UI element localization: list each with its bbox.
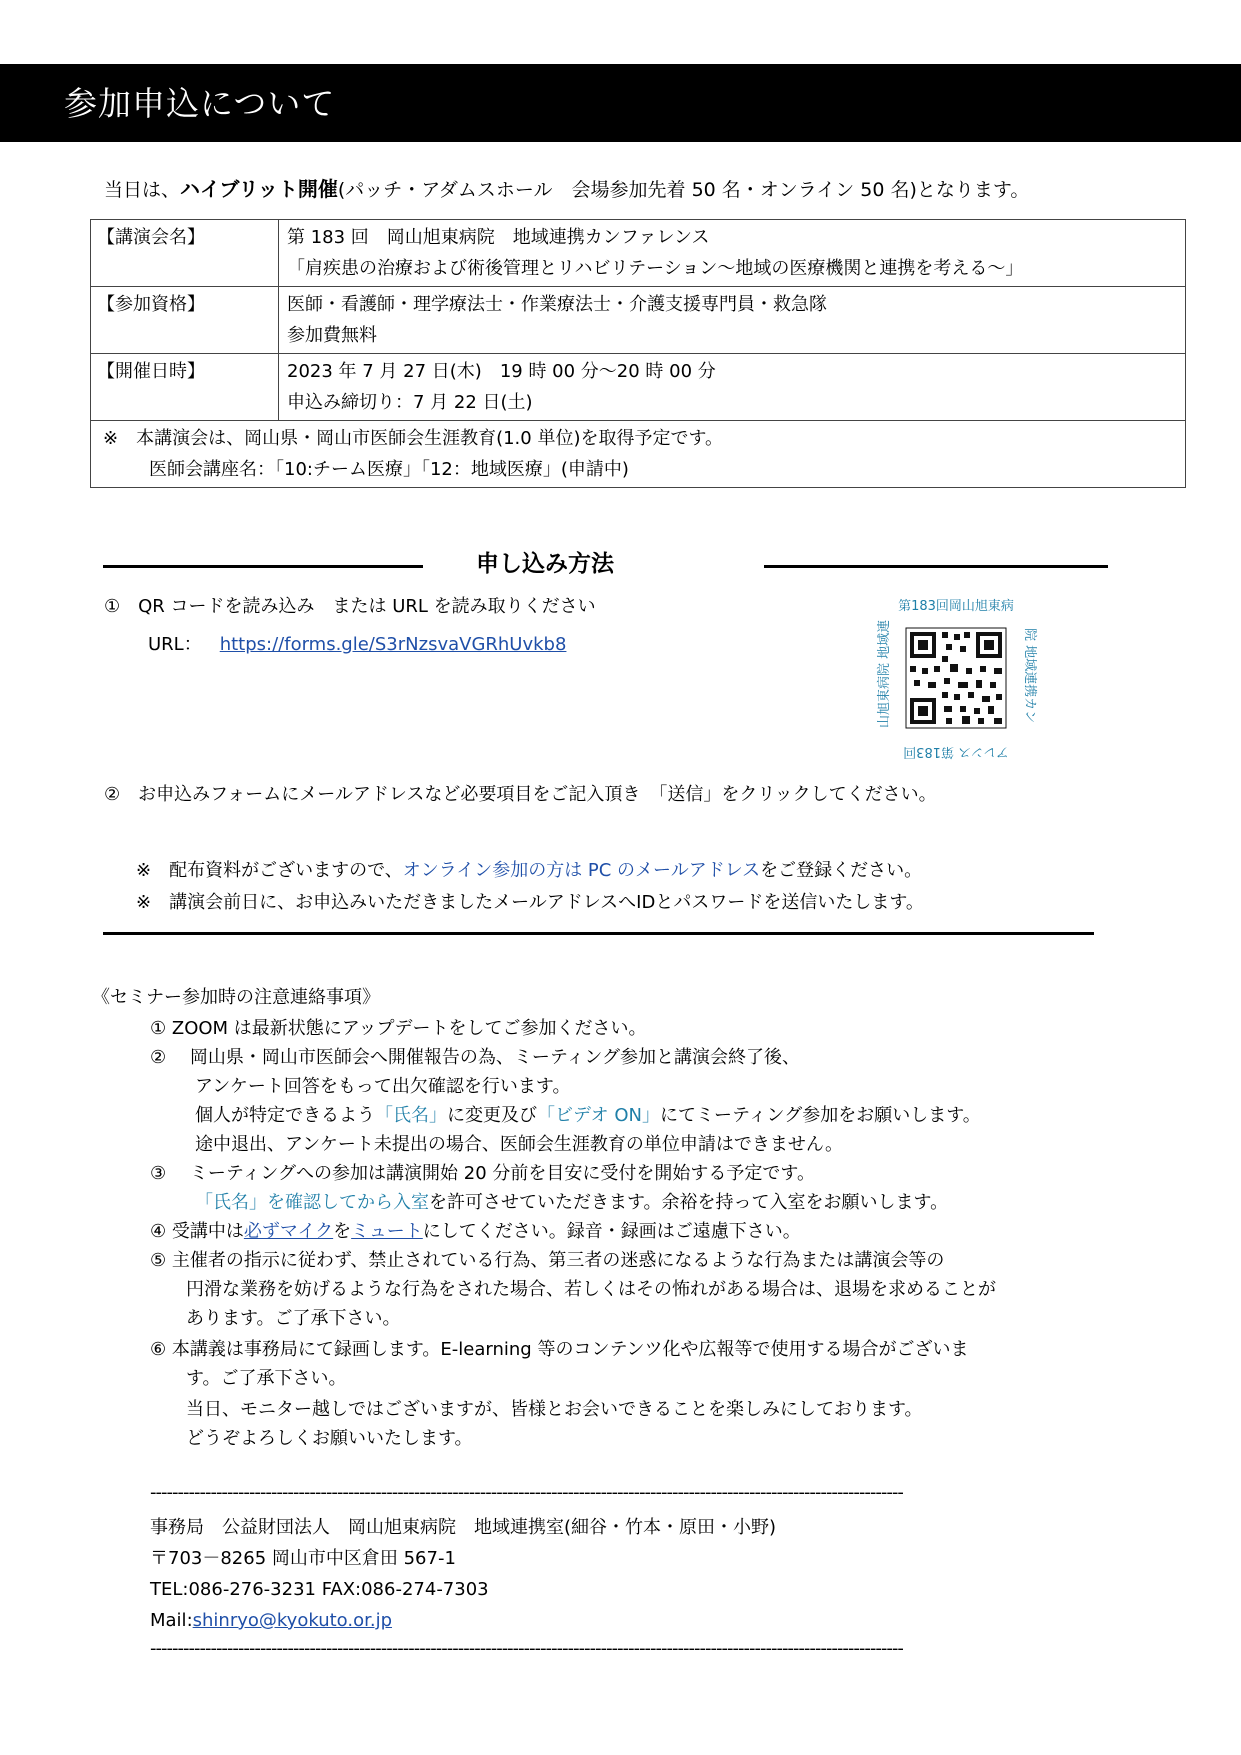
note-item-4 — [150, 1219, 801, 1245]
url-label: URL： — [148, 634, 202, 655]
note-item-5-line: あります。ご了承下さい。 — [186, 1308, 401, 1329]
svg-text:第183回岡山旭東病: 第183回岡山旭東病 — [898, 599, 1014, 614]
note-highlight: 「氏名」 — [375, 1105, 447, 1126]
note-item-1: ① ZOOM は最新状態にアップデートをしてご参加ください。 — [150, 1018, 647, 1039]
apply-note-2: ※ 講演会前日に、お申込みいただきましたメールアドレスへIDとパスワードを送信いたします。 — [136, 892, 924, 913]
note-highlight: 「ビデオ ON」 — [537, 1105, 660, 1126]
note-item-6-line: どうぞよろしくお願いいたします。 — [186, 1428, 473, 1449]
row-line: 医師・看護師・理学療法士・作業療法士・介護支援専門員・救急隊 — [287, 294, 827, 315]
table-note — [91, 421, 1186, 488]
note-item-6-line: す。ご了承下さい。 — [186, 1368, 347, 1389]
divider-left — [103, 565, 423, 568]
qr-code[interactable] — [866, 588, 1046, 768]
qr-code-icon — [866, 588, 1046, 768]
office-phone: TEL:086-276-3231 FAX:086-274-7303 — [150, 1579, 489, 1600]
note-item-2-line: 途中退出、アンケート未提出の場合、医師会生涯教育の単位申請はできません。 — [195, 1134, 843, 1155]
apply-note-1 — [136, 858, 922, 884]
note-highlight: 「氏名」を確認してから入室 — [195, 1192, 429, 1213]
page-title: 参加申込について — [64, 84, 336, 123]
note-line: ※ 本講演会は、岡山県・岡山市医師会生涯教育(1.0 単位)を取得予定です。 — [103, 428, 724, 449]
note-item-5-line: 円滑な業務を妨げるような行為をされた場合、若しくはその怖れがある場合は、退場を求めることが — [186, 1279, 996, 1300]
notes-heading: 《セミナー参加時の注意連絡事項》 — [92, 987, 380, 1008]
note-item-5: ⑤ 主催者の指示に従わず、禁止されている行為、第三者の迷惑になるような行為または講演会等の — [150, 1250, 945, 1271]
mail-label: Mail: — [150, 1610, 193, 1631]
note-text: をご登録ください。 — [760, 860, 923, 881]
row-label: 【講演会名】 — [91, 220, 279, 287]
step-1: ① QR コードを読み込み または URL を読み取りください — [104, 596, 596, 617]
note-line: 医師会講座名：「10:チーム医療」「12：地域医療」(申請中) — [149, 459, 629, 480]
row-line: 「肩疾患の治療および術後管理とリハビリテーション～地域の医療機関と連携を考える～」 — [287, 258, 1024, 279]
note-text: 個人が特定できるよう — [195, 1105, 375, 1126]
table-row — [91, 421, 1186, 488]
row-value — [279, 287, 1186, 354]
table-row — [91, 287, 1186, 354]
form-url-link[interactable]: https://forms.gle/S3rNzsvaVGRhUvkb8 — [219, 634, 567, 655]
row-line: 第 183 回 岡山旭東病院 地域連携カンファレンス — [287, 227, 710, 248]
note-highlight: オンライン参加の方は PC のメールアドレス — [402, 860, 761, 881]
svg-text:山旭東病院 地域連: 山旭東病院 地域連 — [877, 619, 892, 728]
note-text: ※ 配布資料がございますので、 — [136, 860, 403, 881]
note-item-3: ③ ミーティングへの参加は講演開始 20 分前を目安に受付を開始する予定です。 — [150, 1163, 815, 1184]
footer-divider-bottom: ----------------------------------------------------------------------------------------------------------------------------------------- — [150, 1640, 903, 1658]
intro-text — [104, 176, 1029, 203]
note-text: ④ 受講中は — [150, 1221, 244, 1242]
note-text: にしてください。録音・録画はご遠慮下さい。 — [422, 1221, 801, 1242]
row-line: 申込み締切り：7 月 22 日(土) — [287, 392, 533, 413]
mail-link[interactable]: shinryo@kyokuto.or.jp — [192, 1610, 393, 1631]
note-item-6-line: 当日、モニター越しではございますが、皆様とお会いできることを楽しみにしております。 — [186, 1399, 923, 1420]
note-highlight: ミュート — [351, 1221, 423, 1242]
row-label: 【参加資格】 — [91, 287, 279, 354]
note-text: にてミーティング参加をお願いします。 — [660, 1105, 981, 1126]
intro-bold: ハイブリット開催 — [180, 177, 338, 201]
office-mail — [150, 1608, 392, 1634]
info-table — [90, 219, 1186, 488]
table-row — [91, 220, 1186, 287]
svg-text:院 地域連携カン: 院 地域連携カン — [1022, 628, 1037, 724]
note-text: を — [333, 1221, 352, 1242]
row-line: 2023 年 7 月 27 日(木) 19 時 00 分～20 時 00 分 — [287, 361, 716, 382]
note-item-2-line: アンケート回答をもって出欠確認を行います。 — [195, 1076, 571, 1097]
note-item-2: ② 岡山県・岡山市医師会へ開催報告の為、ミーティング参加と講演会終了後、 — [150, 1047, 801, 1068]
divider-right — [764, 565, 1108, 568]
section-title: 申し込み方法 — [476, 551, 614, 577]
office-address: 〒703－8265 岡山市中区倉田 567-1 — [150, 1548, 456, 1569]
row-line: 参加費無料 — [287, 325, 377, 346]
note-item-2-line — [195, 1103, 981, 1129]
url-line — [148, 632, 566, 658]
divider-bottom — [103, 932, 1094, 935]
note-item-6: ⑥ 本講義は事務局にて録画します。E-learning 等のコンテンツ化や広報等で使用する場合がございま — [150, 1339, 969, 1360]
step-2: ② お申込みフォームにメールアドレスなど必要項目をご記入頂き 「送信」をクリックしてください。 — [104, 784, 937, 805]
intro-suffix: (パッチ・アダムスホール 会場参加先着 50 名・オンライン 50 名)となります。 — [337, 179, 1030, 201]
row-value — [279, 220, 1186, 287]
note-text: を許可させていただきます。余裕を持って入室をお願いします。 — [429, 1192, 949, 1213]
intro-prefix: 当日は、 — [104, 179, 181, 201]
note-highlight: 必ずマイク — [243, 1221, 334, 1242]
table-row — [91, 354, 1186, 421]
note-text: に変更及び — [447, 1105, 537, 1126]
svg-text:アレンス 第183回: アレンス 第183回 — [903, 744, 1009, 759]
note-item-3-line — [195, 1190, 948, 1216]
row-label: 【開催日時】 — [91, 354, 279, 421]
footer-divider-top: ----------------------------------------------------------------------------------------------------------------------------------------- — [150, 1484, 903, 1502]
office-name: 事務局 公益財団法人 岡山旭東病院 地域連携室(細谷・竹本・原田・小野) — [150, 1517, 777, 1538]
row-value — [279, 354, 1186, 421]
